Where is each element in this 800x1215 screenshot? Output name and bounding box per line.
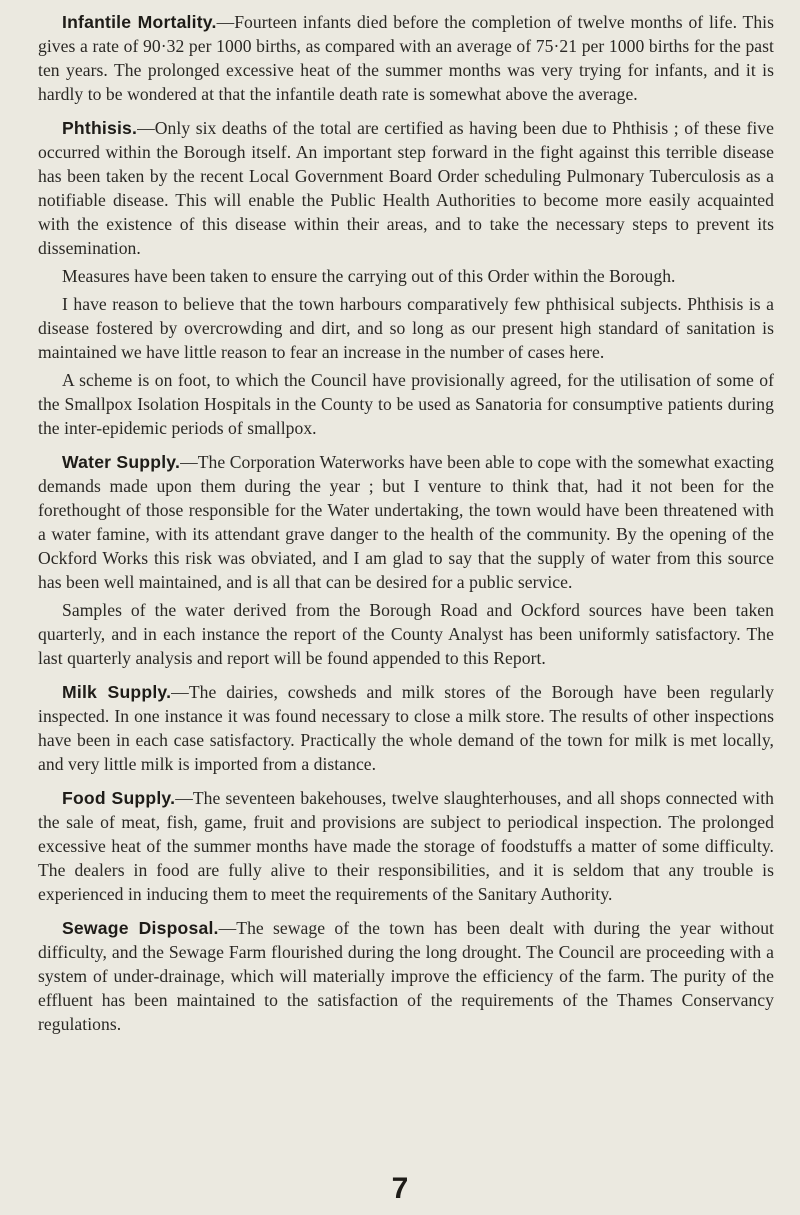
document-page	[38, 10, 774, 1046]
section-paragraph: Samples of the water derived from the Borough Road and Ockford sources have been taken quarterly, and in each instance the report of the County Analyst has been uniformly satisfactory. The last quarterly analysis and report will be found appended to this Report.	[38, 600, 774, 668]
section-paragraph: The dairies, cowsheds and milk stores of the Borough have been regularly inspected. In one instance it was found necessary to close a milk store. The results of other inspections have been in each case satisfactory. Practically the whole demand of the town for milk is met locally, and very little milk is imported from a distance.	[38, 682, 774, 774]
section-food-supply	[38, 786, 774, 906]
section-water-supply	[38, 450, 774, 594]
section-heading: Food Supply.	[62, 788, 176, 808]
section-milk-supply	[38, 680, 774, 776]
section-paragraph: Only six deaths of the total are certified as having been due to Phthisis ; of these five occurred within the Borough itself. An important step forward in the fight against this terrible disease has been taken by the recent Local Government Board Order scheduling Pulmonary Tuberculosis as a notifiable disease. This will enable the Public Health Authorities to become more easily acquainted with the existence of this disease within their areas, and to take the necessary steps to prevent its dissemination.	[38, 118, 774, 258]
section-sewage-disposal	[38, 916, 774, 1036]
section-heading: Phthisis.	[62, 118, 138, 138]
heading-dash: —	[175, 788, 193, 808]
section-paragraph: The sewage of the town has been dealt with during the year without difficulty, and the Sewage Farm flourished during the long drought. The Council are proceeding with a system of under-drainage, which will materially improve the efficiency of the farm. The purity of the effluent has been maintained to the satisfaction of the requirements of the Thames Conservancy regulations.	[38, 918, 774, 1034]
section-paragraph: The Corporation Waterworks have been able to cope with the somewhat exacting demands made upon them during the year ; but I venture to think that, had it not been for the forethought of those responsible for the Water undertaking, the town would have been threatened with a water famine, with its attendant grave danger to the health of the community. By the opening of the Ockford Works this risk was obviated, and I am glad to say that the supply of water from this source has been well maintained, and is all that can be desired for a public service.	[38, 452, 774, 592]
page-number: 7	[391, 1172, 409, 1205]
heading-dash: —	[180, 452, 198, 472]
heading-dash: —	[218, 918, 237, 938]
section-paragraph: A scheme is on foot, to which the Council have provisionally agreed, for the utilisation of some of the Smallpox Isolation Hospitals in the County to be used as Sanatoria for consumptive patients during the inter-epidemic periods of smallpox.	[38, 370, 774, 438]
section-paragraph: I have reason to believe that the town harbours comparatively few phthisical subjects. Phthisis is a disease fostered by overcrowding and dirt, and so long as our present high standard of sanitation is maintained we have little reason to fear an increase in the number of cases here.	[38, 294, 774, 362]
heading-dash: —	[137, 118, 155, 138]
section-heading: Infantile Mortality.	[62, 12, 217, 32]
section-paragraph: Measures have been taken to ensure the carrying out of this Order within the Borough.	[62, 266, 676, 286]
heading-dash: —	[216, 12, 235, 32]
heading-dash: —	[171, 682, 189, 702]
section-heading: Water Supply.	[62, 452, 181, 472]
section-paragraph: Fourteen infants died before the completion of twelve months of life. This gives a rate of 90·32 per 1000 births, as compared with an average of 75·21 per 1000 births for the past ten years. The prolonged excessive heat of the summer months was very trying for infants, and it is hardly to be wondered at that the infantile death rate is somewhat above the average.	[38, 12, 774, 104]
section-phthisis	[38, 116, 774, 260]
section-paragraph: The seventeen bakehouses, twelve slaughterhouses, and all shops connected with the sale of meat, fish, game, fruit and provisions are subject to periodical inspection. The prolonged excessive heat of the summer months have made the storage of foodstuffs a matter of some difficulty. The dealers in food are fully alive to their responsibilities, and it is seldom that any trouble is experienced in inducing them to meet the requirements of the Sanitary Authority.	[38, 788, 774, 904]
section-infantile-mortality	[38, 10, 774, 106]
section-heading: Milk Supply.	[62, 682, 172, 702]
section-heading: Sewage Disposal.	[62, 918, 219, 938]
